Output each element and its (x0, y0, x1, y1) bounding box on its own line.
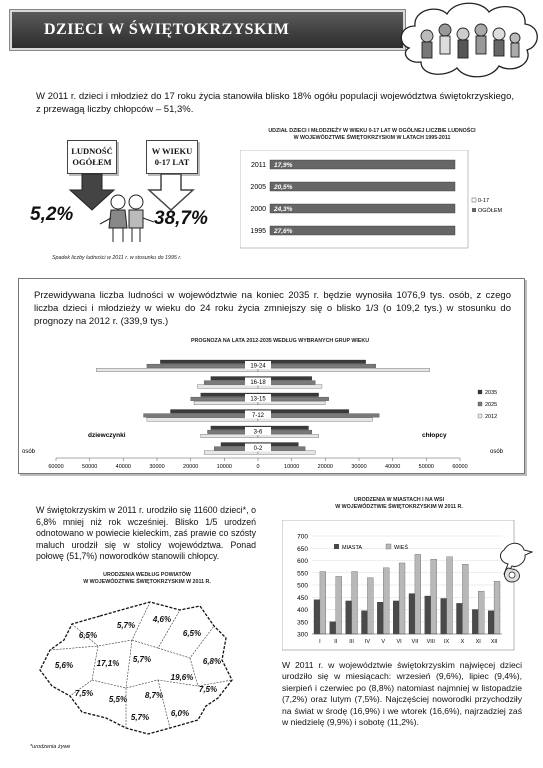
bar-female-2012 (147, 418, 258, 422)
down-arrow-icon (70, 174, 114, 210)
legend-label: 0-17 (478, 198, 490, 204)
category-label: 0-2 (253, 446, 263, 452)
map-county-value: 6,0% (170, 709, 190, 718)
age-0-17-box: W WIEKU 0-17 LAT (146, 140, 198, 174)
y-tick-label: 550 (297, 570, 308, 578)
bar-miasta (377, 602, 383, 634)
decline-arrows-graphic (30, 172, 240, 252)
x-tick-label: 40000 (115, 464, 131, 470)
bar-wies (447, 557, 453, 634)
x-tick-label: 20000 (317, 464, 333, 470)
axis-unit-right: osób (490, 449, 504, 455)
share-chart-title: UDZIAŁ DZIECI I MŁODZIEŻY W WIEKU 0-17 LAT W OGÓLNEJ LICZBIE LUDNOŚCI W WOJEWÓDZTWIE ŚWIĘTOKRZYSKIM W LATACH 1995-2011 (268, 128, 476, 141)
data-label: 17,9% (274, 162, 293, 169)
bar-miasta (457, 603, 463, 634)
legend-swatch-ogolem (472, 208, 476, 212)
bar-total (270, 160, 455, 169)
bar-wies (431, 559, 437, 634)
map-county-value: 6,5% (78, 631, 98, 640)
x-tick-label: 30000 (351, 464, 367, 470)
bar-wies (383, 568, 389, 634)
bar-female-2025 (144, 414, 258, 418)
y-tick-label: 700 (297, 533, 308, 541)
bar-female-2025 (147, 364, 258, 368)
bar-total (270, 182, 455, 191)
legend-swatch-wies (386, 544, 391, 549)
bar-wies (399, 563, 405, 634)
x-tick-label: VII (411, 639, 419, 645)
legend-label: OGÓŁEM (478, 208, 503, 214)
map-county-value: 5,7% (132, 655, 152, 664)
total-population-decline-value: 5,2% (30, 204, 74, 225)
projection-paragraph: Przewidywana liczba ludności w województwie na koniec 2035 r. będzie wynosiła 1076,9 tys. osób, z czego liczba dzieci i młodzieży w wieku do 24 roku życia zmniejszy się o blisko 1/3 (o 109,2 tys.) w stosunku do prognozy na 2012 r. (339,9 tys.) (34, 290, 511, 327)
x-tick-label: IV (364, 639, 371, 645)
map-county-value: 4,6% (152, 615, 172, 624)
bar-female-2035 (160, 360, 258, 364)
intro-paragraph: W 2011 r. dzieci i młodzież do 17 roku życia stanowiła blisko 18% ogółu populacji województwa świętokrzyskiego, z przewagą liczby chłopców – 51,3%. (36, 91, 514, 115)
map-county-value: 5,7% (130, 713, 150, 722)
x-tick-label: VI (396, 639, 402, 645)
x-tick-label: VIII (426, 639, 435, 645)
bar-wies (415, 554, 421, 634)
legend-label: 2025 (485, 402, 498, 408)
x-tick-label: 30000 (149, 464, 165, 470)
page-title: DZIECI W ŚWIĘTOKRZYSKIM (10, 10, 405, 50)
births-chart (282, 520, 532, 652)
bar-miasta (488, 611, 494, 634)
x-tick-label: 60000 (48, 464, 64, 470)
births-paragraph: W świętokrzyskim w 2011 r. urodziło się 11600 dzieci*, o 6,8% mniej niż rok wcześniej. Blisko 1/5 urodzeń odnotowano w powiecie kieleckim, zaś prawie co szósty maluch urodził się w stolicy województwa. Ponad połowę (51,7%) noworodków stanowili chłopcy. (36, 505, 256, 562)
map-county-value: 5,5% (108, 695, 128, 704)
bar-total (270, 204, 455, 213)
legend-label: MIASTA (342, 545, 363, 551)
x-tick-label: 50000 (418, 464, 434, 470)
x-tick-label: 50000 (82, 464, 98, 470)
births-chart-title: URODZENIA W MIASTACH I NA WSI W WOJEWÓDZTWIE ŚWIĘTOKRZYSKIM W 2011 R. (335, 497, 463, 510)
map-county-value: 7,5% (74, 689, 94, 698)
bar-female-2035 (170, 410, 258, 414)
x-tick-label: 10000 (284, 464, 300, 470)
bar-miasta (472, 610, 478, 635)
category-label: 2005 (250, 184, 266, 191)
bar-miasta (330, 622, 336, 634)
x-tick-label: X (460, 639, 465, 645)
bar-wies (494, 581, 500, 634)
bar-male-2012 (258, 418, 372, 422)
bar-miasta (393, 601, 399, 634)
map-county-value: 6,5% (182, 629, 202, 638)
y-tick-label: 500 (297, 582, 308, 590)
births-footnote: *urodzenia żywe (30, 744, 71, 750)
y-tick-label: 650 (297, 545, 308, 553)
map-county-value: 7,5% (198, 685, 218, 694)
legend-swatch-miasta (334, 544, 339, 549)
x-tick-label: I (319, 639, 321, 645)
boys-label: chłopcy (422, 432, 447, 439)
x-tick-label: 0 (256, 464, 260, 470)
age-0-17-decline-value: 38,7% (154, 208, 208, 229)
x-tick-label: IX (443, 639, 450, 645)
data-label: 24,3% (274, 206, 293, 213)
bar-wies (462, 564, 468, 634)
bar-wies (352, 572, 358, 634)
share-chart (240, 150, 530, 250)
bar-total (270, 226, 455, 235)
map-county-value: 8,7% (144, 691, 164, 700)
girls-label: dziewczynki (88, 432, 126, 439)
projection-chart-title: PROGNOZA NA LATA 2012-2035 WEDŁUG WYBRANYCH GRUP WIEKU (190, 338, 370, 344)
bar-male-2025 (258, 364, 376, 368)
legend-swatch-0-17 (472, 198, 476, 202)
x-tick-label: V (381, 639, 386, 645)
map-title: URODZENIA WEDŁUG POWIATÓW W WOJEWÓDZTWIE ŚWIĘTOKRZYSKIM W 2011 R. (83, 572, 211, 585)
bar-female-2012 (96, 368, 258, 372)
bar-wies (336, 576, 342, 634)
x-tick-label: III (349, 639, 354, 645)
county-births-map (30, 588, 240, 736)
total-population-box: LUDNOŚĆ OGÓŁEM (67, 140, 117, 174)
map-county-value: 19,6% (170, 673, 194, 682)
y-tick-label: 350 (297, 619, 308, 627)
down-arrow-icon (149, 174, 193, 210)
category-label: 7-12 (251, 413, 265, 419)
map-county-value: 5,6% (54, 661, 74, 670)
bar-wies (367, 578, 373, 634)
y-tick-label: 300 (297, 631, 308, 639)
bar-wies (320, 572, 326, 634)
x-tick-label: XII (490, 639, 498, 645)
months-paragraph: W 2011 r. w województwie świętokrzyskim najwięcej dzieci urodziło się w miesiącach: wrzesień (9,6%), lipiec (9,4%), sierpień i czerwiec po (8,8%) natomiast najmniej w listopadzie (7,2%) oraz lutym (7,5%). Najczęściej noworodki przychodziły na świat w środę (16,9%) i we wtorek (16,6%), najrzadziej zaś w niedzielę (9,9%) i sobotę (11,2%). (282, 660, 522, 728)
category-label: 13-15 (250, 396, 266, 403)
data-label: 20,5% (274, 184, 293, 191)
y-tick-label: 450 (297, 594, 308, 602)
data-label: 27,6% (274, 228, 293, 235)
legend-label: WIEŚ (394, 545, 409, 551)
bar-male-2025 (258, 414, 379, 418)
bar-miasta (362, 611, 368, 634)
map-county-value: 5,7% (116, 621, 136, 630)
category-label: 2000 (250, 206, 266, 213)
x-tick-label: 60000 (452, 464, 468, 470)
bar-miasta (314, 600, 320, 634)
y-tick-label: 400 (297, 607, 308, 614)
category-label: 3-6 (253, 429, 263, 436)
x-tick-label: 40000 (385, 464, 401, 470)
projection-chart (20, 350, 525, 472)
bar-male-2035 (258, 410, 349, 414)
bar-male-2035 (258, 360, 366, 364)
legend-swatch (478, 414, 482, 418)
section1-footnote: Spadek liczby ludności w 2011 r. w stosunku do 1995 r. (52, 255, 182, 261)
stork-baby-illustration (496, 538, 536, 586)
category-label: 1995 (250, 228, 266, 235)
legend-label: 2035 (485, 390, 498, 396)
x-tick-label: 10000 (216, 464, 232, 470)
y-tick-label: 600 (297, 558, 308, 565)
bar-male-2012 (258, 368, 430, 372)
legend-swatch (478, 402, 482, 406)
bar-miasta (425, 596, 431, 634)
legend-swatch (478, 390, 482, 394)
x-tick-label: II (334, 639, 338, 645)
x-tick-label: 20000 (183, 464, 199, 470)
category-label: 2011 (250, 162, 266, 169)
category-label: 19-24 (250, 363, 266, 370)
bar-miasta (441, 598, 447, 634)
bar-miasta (409, 594, 415, 634)
x-tick-label: XI (475, 639, 481, 645)
bar-wies (478, 591, 484, 634)
legend-label: 2012 (485, 414, 498, 420)
children-cloud-illustration (395, 0, 543, 82)
map-county-value: 6,8% (202, 657, 222, 666)
bar-miasta (346, 601, 352, 634)
category-label: 16-18 (250, 380, 266, 386)
axis-unit-left: osób (22, 449, 36, 455)
map-county-value: 17,1% (96, 659, 120, 668)
